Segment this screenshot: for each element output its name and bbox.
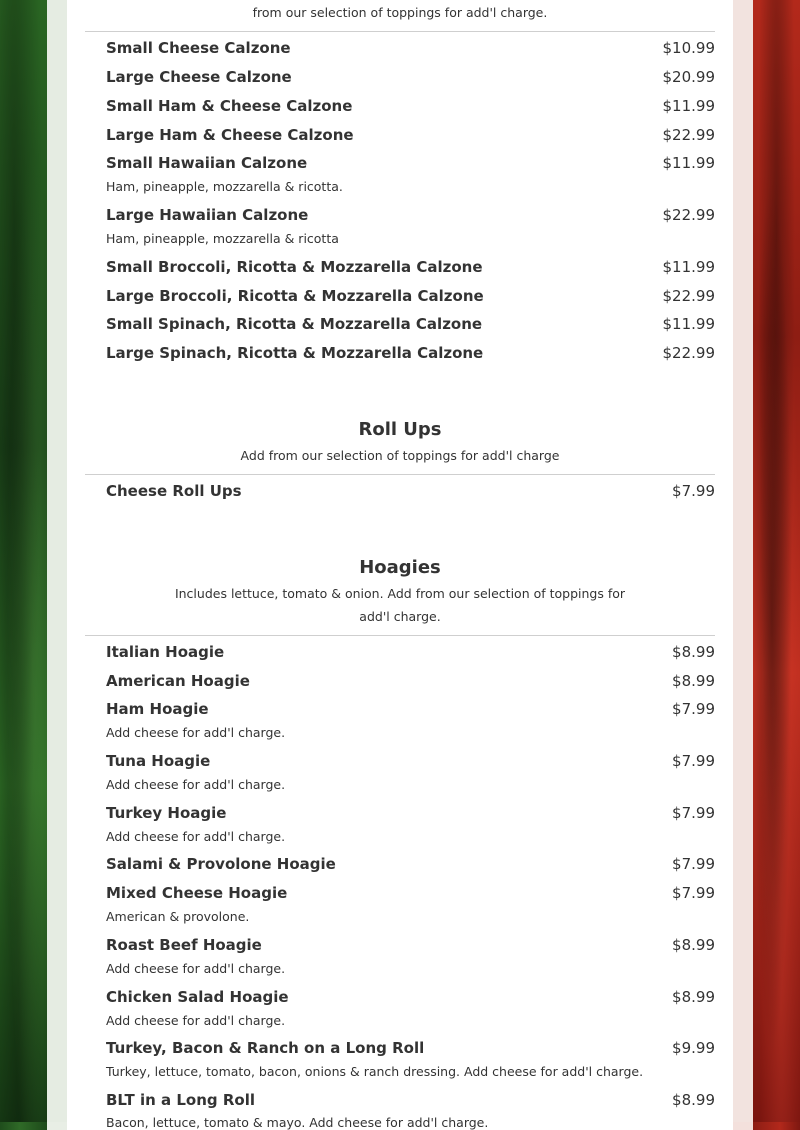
menu-item-description: Add cheese for add'l charge. xyxy=(106,829,286,844)
menu-item-price: $8.99 xyxy=(672,1091,715,1109)
menu-item-price: $8.99 xyxy=(672,988,715,1006)
menu-item-name[interactable]: Small Cheese Calzone xyxy=(106,39,291,57)
menu-item-name[interactable]: American Hoagie xyxy=(106,672,250,690)
menu-item-price: $20.99 xyxy=(662,68,715,86)
menu-item-description: Turkey, lettuce, tomato, bacon, onions & ranch dressing. Add cheese for add'l charge. xyxy=(106,1064,644,1079)
menu-item-price: $7.99 xyxy=(672,884,715,902)
menu-item-name[interactable]: Large Cheese Calzone xyxy=(106,68,292,86)
section-title-roll-ups: Roll Ups xyxy=(358,419,442,440)
menu-item-price: $8.99 xyxy=(672,672,715,690)
menu-item-name[interactable]: Cheese Roll Ups xyxy=(106,482,242,500)
menu-item-description: Bacon, lettuce, tomato & mayo. Add cheese for add'l charge. xyxy=(106,1115,489,1130)
menu-item-name[interactable]: Turkey, Bacon & Ranch on a Long Roll xyxy=(106,1039,425,1057)
menu-item-price: $7.99 xyxy=(672,752,715,770)
menu-item-price: $22.99 xyxy=(662,126,715,144)
menu-item-description: American & provolone. xyxy=(106,909,250,924)
menu-item-price: $11.99 xyxy=(662,97,715,115)
menu-item-name[interactable]: Ham Hoagie xyxy=(106,700,209,718)
menu-item-description: Ham, pineapple, mozzarella & ricotta. xyxy=(106,179,343,194)
menu-item-name[interactable]: Large Spinach, Ricotta & Mozzarella Calzone xyxy=(106,344,484,362)
menu-item-description: Add cheese for add'l charge. xyxy=(106,1013,286,1028)
menu-item-price: $8.99 xyxy=(672,936,715,954)
menu-item-description: Add cheese for add'l charge. xyxy=(106,961,286,976)
menu-item-name[interactable]: Roast Beef Hoagie xyxy=(106,936,262,954)
menu-item-name[interactable]: Large Broccoli, Ricotta & Mozzarella Calzone xyxy=(106,287,484,305)
section-title-hoagies: Hoagies xyxy=(359,557,441,578)
calzones-divider xyxy=(85,31,715,32)
menu-item-description: Add cheese for add'l charge. xyxy=(106,777,286,792)
menu-item-price: $9.99 xyxy=(672,1039,715,1057)
menu-item-price: $22.99 xyxy=(662,287,715,305)
menu-item-name[interactable]: Small Broccoli, Ricotta & Mozzarella Calzone xyxy=(106,258,483,276)
menu-item-name[interactable]: Small Ham & Cheese Calzone xyxy=(106,97,353,115)
menu-item-name[interactable]: Chicken Salad Hoagie xyxy=(106,988,289,1006)
hoagies-description: Includes lettuce, tomato & onion. Add from our selection of toppings for add'l charge. xyxy=(174,586,626,624)
roll-ups-divider xyxy=(85,474,715,475)
menu-item-name[interactable]: Small Spinach, Ricotta & Mozzarella Calzone xyxy=(106,315,483,333)
menu-item-price: $7.99 xyxy=(672,700,715,718)
menu-item-price: $22.99 xyxy=(662,344,715,362)
menu-item-description: Ham, pineapple, mozzarella & ricotta xyxy=(106,231,339,246)
menu-item-name[interactable]: Large Hawaiian Calzone xyxy=(106,206,309,224)
menu-item-name[interactable]: Turkey Hoagie xyxy=(106,804,227,822)
menu-item-name[interactable]: Salami & Provolone Hoagie xyxy=(106,855,336,873)
menu-item-price: $11.99 xyxy=(662,154,715,172)
menu-item-name[interactable]: Large Ham & Cheese Calzone xyxy=(106,126,354,144)
menu-item-price: $11.99 xyxy=(662,258,715,276)
calzones-description: from our selection of toppings for add'l charge. xyxy=(252,5,548,20)
menu-item-name[interactable]: Italian Hoagie xyxy=(106,643,225,661)
menu-item-name[interactable]: Tuna Hoagie xyxy=(106,752,211,770)
menu-item-price: $11.99 xyxy=(662,315,715,333)
menu-item-name[interactable]: Mixed Cheese Hoagie xyxy=(106,884,288,902)
menu-item-description: Add cheese for add'l charge. xyxy=(106,725,286,740)
menu-item-name[interactable]: Small Hawaiian Calzone xyxy=(106,154,308,172)
roll-ups-description: Add from our selection of toppings for add'l charge xyxy=(240,448,560,463)
menu-item-price: $22.99 xyxy=(662,206,715,224)
menu-item-name[interactable]: BLT in a Long Roll xyxy=(106,1091,255,1109)
menu-item-price: $7.99 xyxy=(672,855,715,873)
menu-item-price: $7.99 xyxy=(672,482,715,500)
hoagies-divider xyxy=(85,635,715,636)
menu-item-price: $10.99 xyxy=(662,39,715,57)
menu-item-price: $7.99 xyxy=(672,804,715,822)
menu-item-price: $8.99 xyxy=(672,643,715,661)
